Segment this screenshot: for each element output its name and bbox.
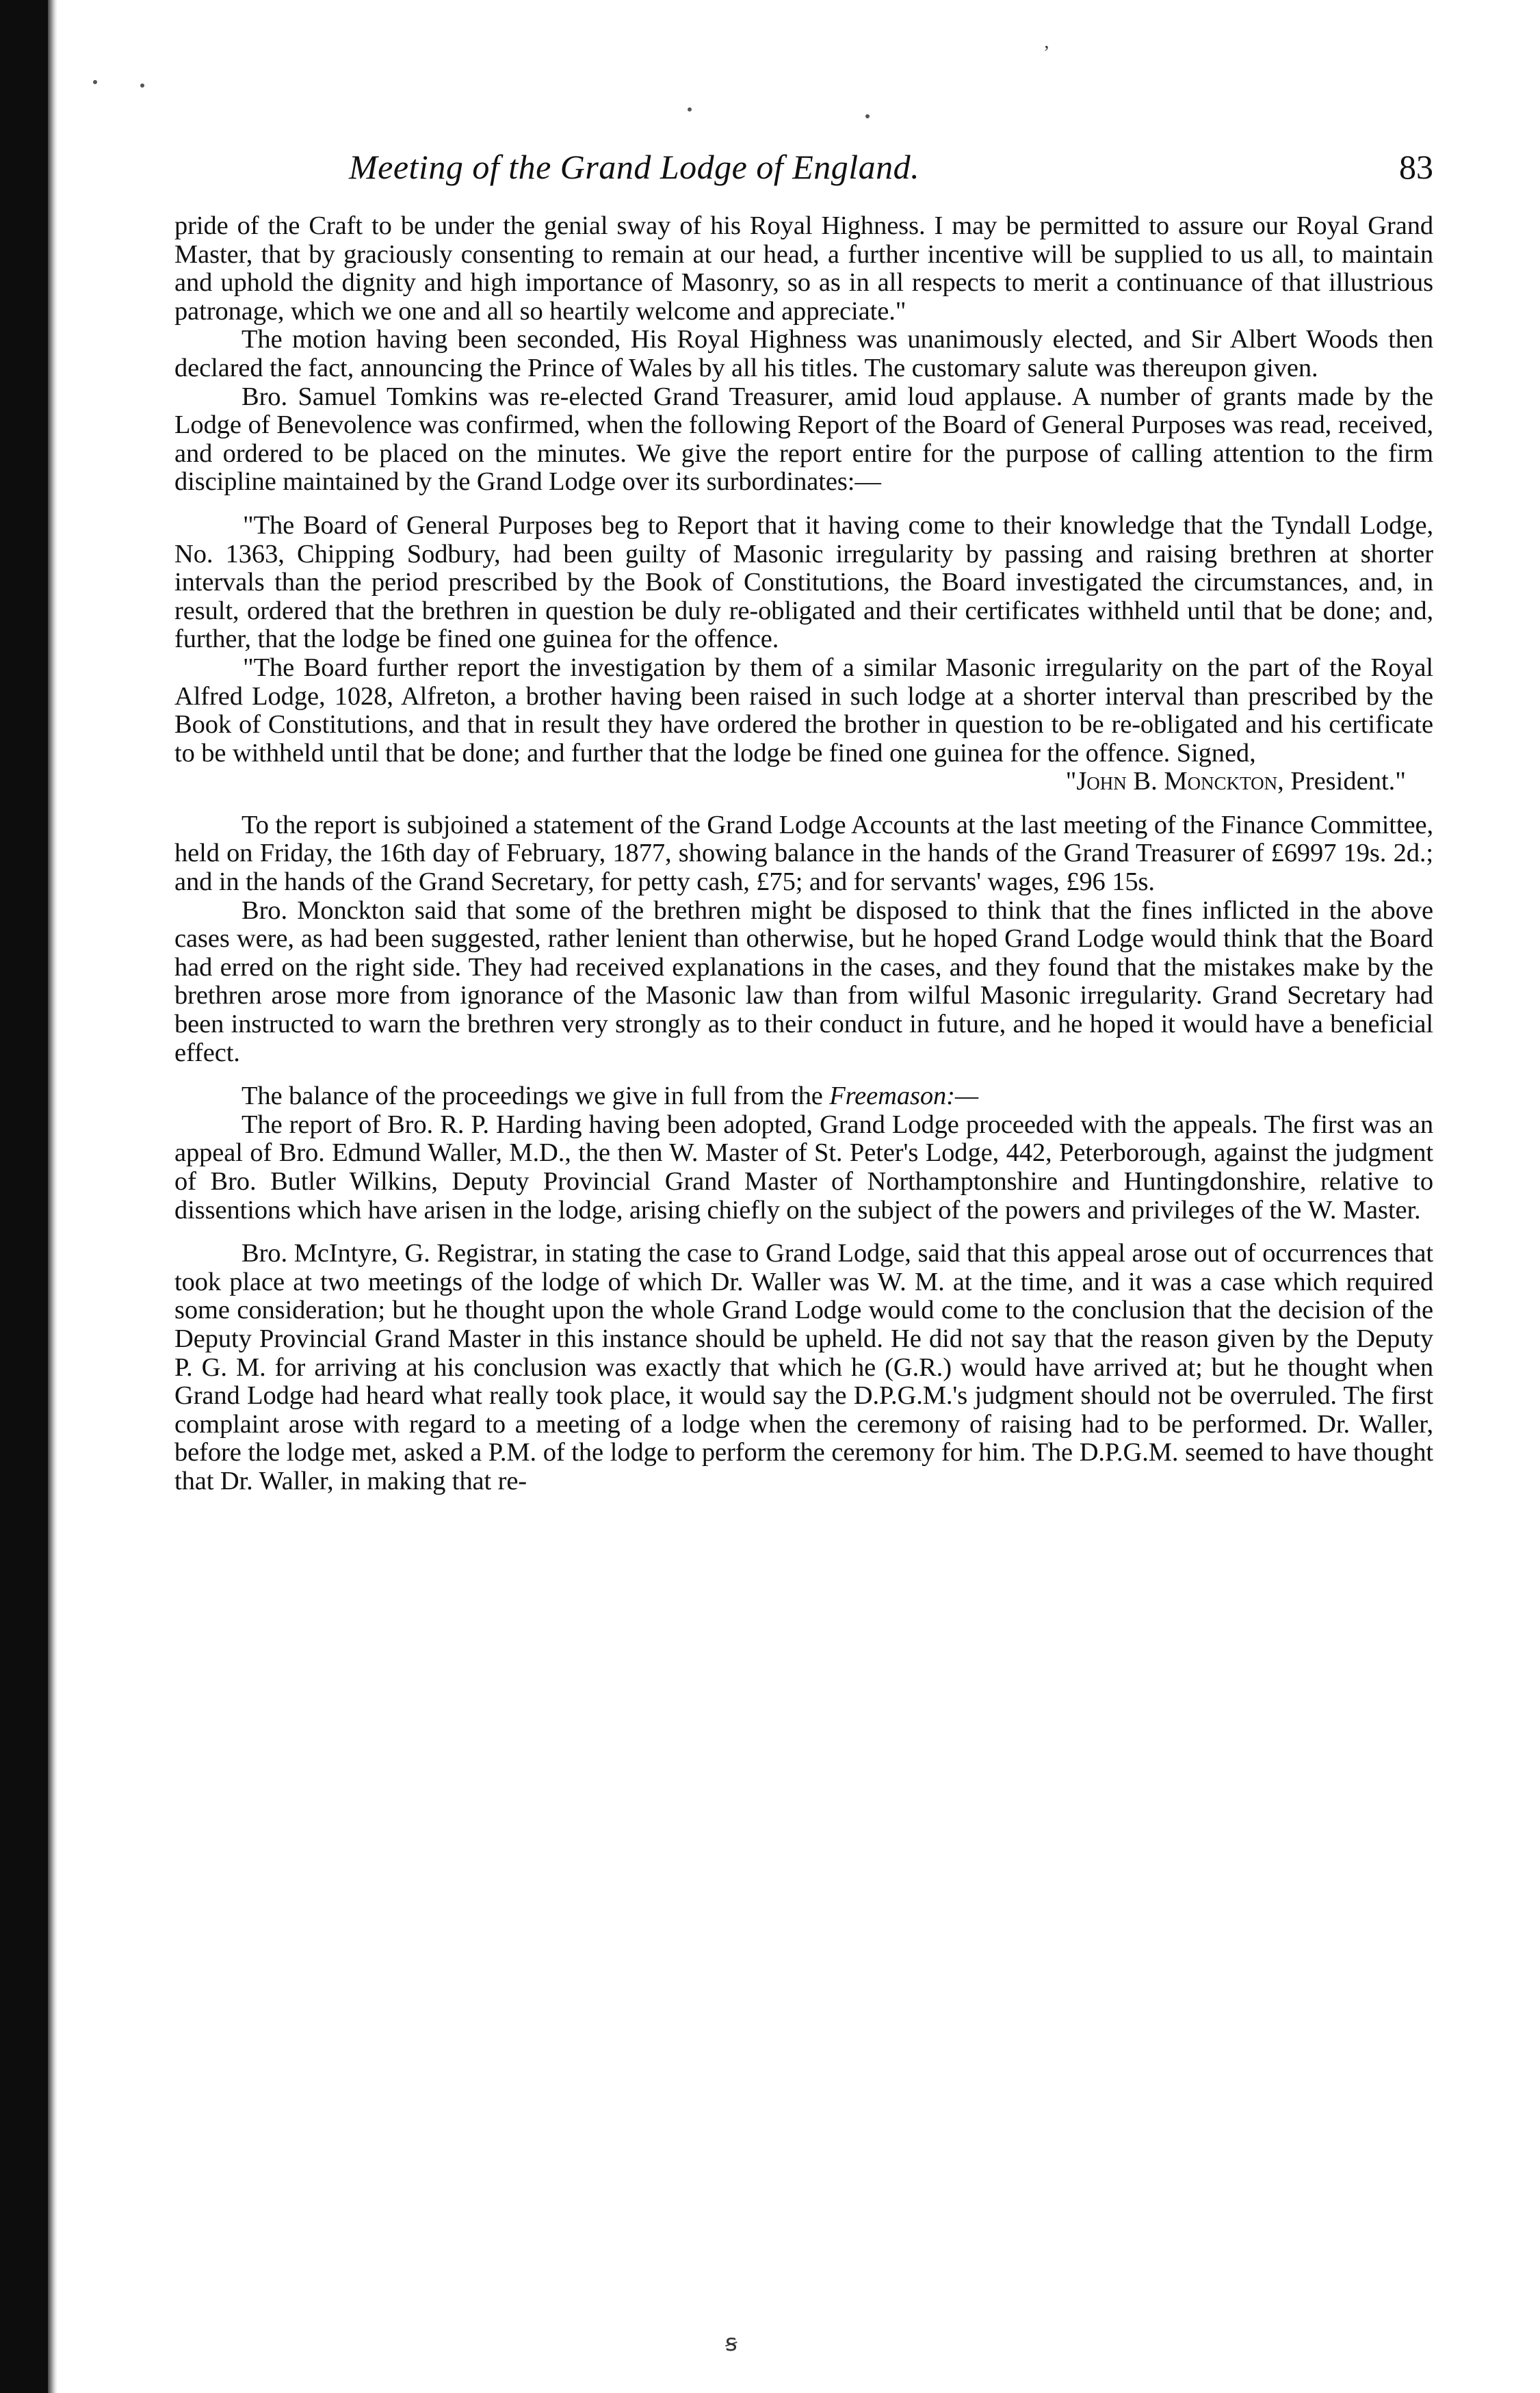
page-number: 83 [1399, 148, 1433, 186]
quoted-report: "The Board further report the investigation by them of a similar Masonic irregularity on the part of the Royal Alfred Lodge, 1028, Alfreton, a brother having been raised in such lodge at a shorter interval than prescribed by the Book of Constitutions, and that in result they have ordered the brother in question to be re-obligated and his certificate to be withheld until that be done; and further that the lodge be fined one guinea for the offence. Signed, [174, 653, 1433, 768]
paragraph: The report of Bro. R. P. Harding having been adopted, Grand Lodge proceeded with the appeals. The first was an appeal of Bro. Edmund Waller, M.D., the then W. Master of St. Peter's Lodge, 442, Peterborough, against the judgment of Bro. Butler Wilkins, Deputy Provincial Grand Master of Northamptonshire and Huntingdonshire, relative to dissentions which have arisen in the lodge, arising chiefly on the subject of the powers and privileges of the W. Master. [174, 1110, 1433, 1225]
signature-role: President." [1290, 767, 1406, 796]
page [174, 147, 1433, 1496]
page-header [174, 147, 1433, 212]
signature-name: "John B. Monckton, [1065, 767, 1284, 796]
speck [140, 83, 144, 88]
body-text [174, 212, 1433, 1496]
signature [174, 768, 1433, 796]
paragraph: pride of the Craft to be under the genial sway of his Royal Highness. I may be permitted to assure our Royal Grand Master, that by graciously consenting to remain at our head, a further incentive will be supplied to us all, to maintain and uphold the dignity and high importance of Masonry, so as in all respects to merit a continuance of that illustrious patronage, which we one and all so heartily welcome and appreciate." [174, 211, 1433, 326]
freemason-intro-text: The balance of the proceedings we give in full from the [242, 1082, 830, 1111]
paragraph: Bro. McIntyre, G. Registrar, in stating the case to Grand Lodge, said that this appeal arose out of occurrences that took place at two meetings of the lodge of which Dr. Waller was W. M. at the time, and it was a case which required some consideration; but he thought upon the whole Grand Lodge would come to the conclusion that the decision of the Deputy Provincial Grand Master in this instance should be upheld. He did not say that the reason given by the Deputy P. G. M. for arriving at his conclusion was exactly that which he (G.R.) would have arrived at; but he thought when Grand Lodge had heard what really took place, it would say the D.P.G.M.'s judgment should not be overruled. The first complaint arose with regard to a meeting of a lodge when the ceremony of raising had to be performed. Dr. Waller, before the lodge met, asked a P.M. of the lodge to perform the ceremony for him. The D.P.G.M. seemed to have thought that Dr. Waller, in making that re- [174, 1239, 1433, 1495]
freemason-intro [174, 1082, 1433, 1111]
running-title: Meeting of the Grand Lodge of England. [349, 148, 920, 186]
quoted-report: "The Board of General Purposes beg to Report that it having come to their knowledge that the Tyndall Lodge, No. 1363, Chipping Sodbury, had been guilty of Masonic irregularity by passing and raising brethren at shorter intervals than the period prescribed by the Book of Constitutions, the Board investigated the circumstances, and, in result, ordered that the brethren in question be duly re-obligated and their certificates withheld until that be done; and, further, that the lodge be fined one guinea for the offence. [174, 510, 1433, 654]
speck [865, 114, 870, 118]
book-spine-shadow [0, 0, 48, 2393]
top-mark: ʼ [1043, 42, 1050, 64]
gutter-edge [48, 0, 57, 2393]
freemason-source: Freemason:— [829, 1082, 979, 1111]
paragraph: Bro. Monckton said that some of the brethren might be disposed to think that the fines inflicted in the above cases were, as had been suggested, rather lenient than otherwise, but he hoped Grand Lodge would think that the Board had erred on the right side. They had received explanations in the cases, and they found that the mistakes make by the brethren arose more from ignorance of the Masonic law than from wilful Masonic irregularity. Grand Secretary had been instructed to warn the brethren very strongly as to their conduct in future, and he hoped it would have a beneficial effect. [174, 895, 1433, 1067]
speck [93, 80, 97, 84]
paragraph: Bro. Samuel Tomkins was re-elected Grand Treasurer, amid loud applause. A number of grants made by the Lodge of Benevolence was confirmed, when the following Report of the Board of General Purposes was read, received, and ordered to be placed on the minutes. We give the report entire for the purpose of calling attention to the firm discipline maintained by the Grand Lodge over its surbordinates:— [174, 382, 1433, 497]
speck [688, 107, 692, 112]
paragraph: The motion having been seconded, His Royal Highness was unanimously elected, and Sir Albert Woods then declared the fact, announcing the Prince of Wales by all his titles. The customary salute was thereupon given. [174, 325, 1433, 382]
signature-mark: ꞩ [725, 2331, 738, 2356]
paragraph: To the report is subjoined a statement of the Grand Lodge Accounts at the last meeting of the Finance Committee, held on Friday, the 16th day of February, 1877, showing balance in the hands of the Grand Treasurer of £6997 19s. 2d.; and in the hands of the Grand Secretary, for petty cash, £75; and for servants' wages, £96 15s. [174, 810, 1433, 897]
